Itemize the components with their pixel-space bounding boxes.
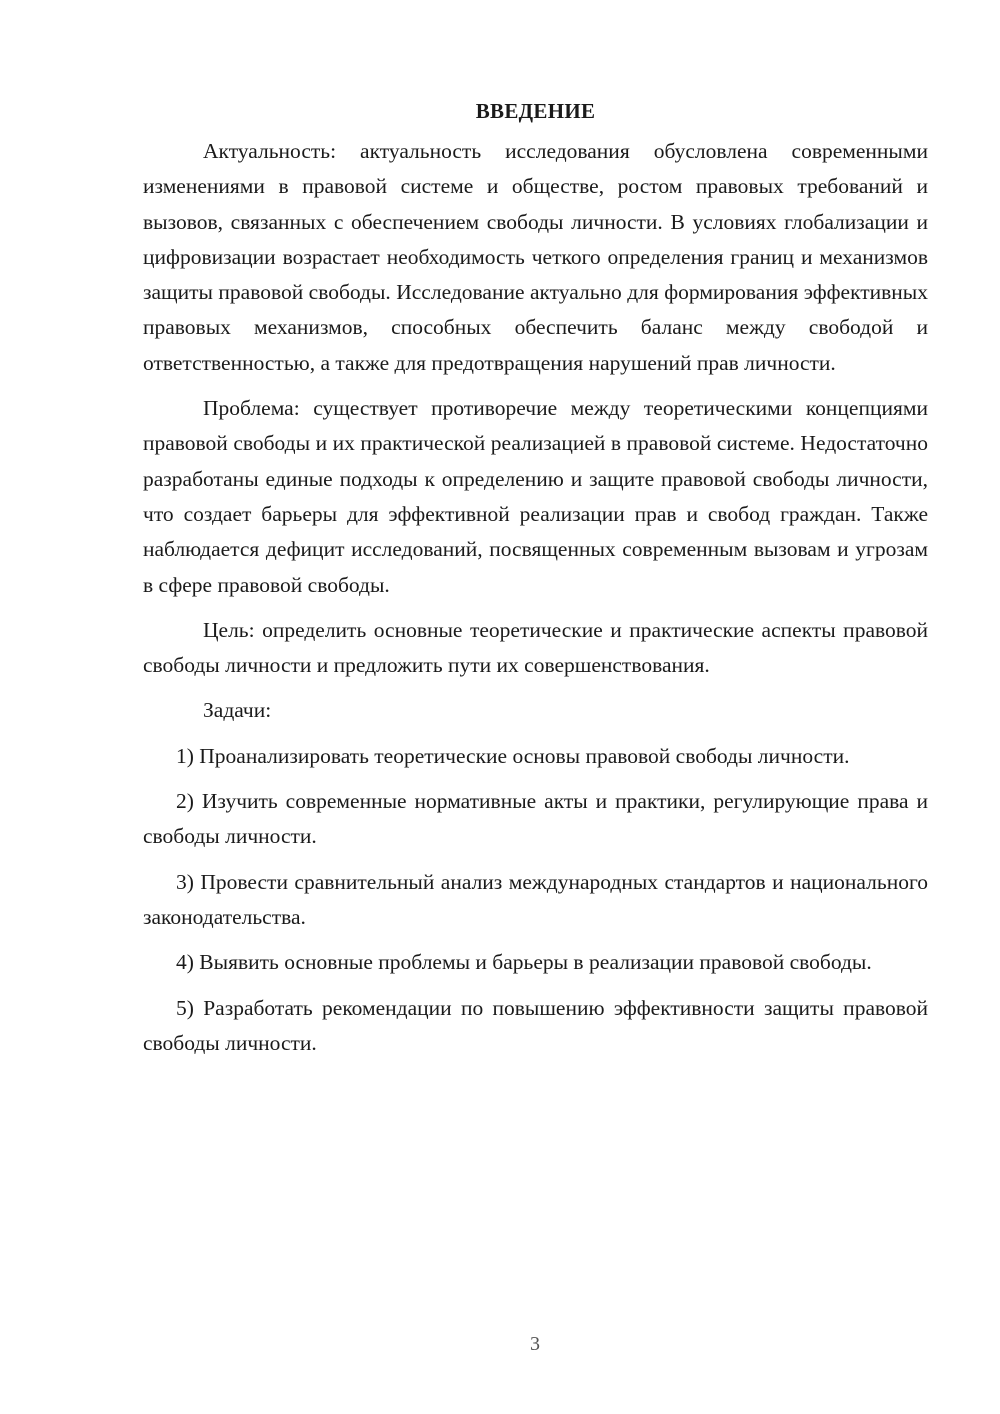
task-item-3: 3) Провести сравнительный анализ международных стандартов и национального законодательства.	[143, 869, 928, 929]
document-page	[143, 96, 928, 1071]
task-item-5: 5) Разработать рекомендации по повышению эффективности защиты правовой свободы личности.	[143, 995, 928, 1055]
paragraph-goal: Цель: определить основные теоретические и практические аспекты правовой свободы личности и предложить пути их совершенствования.	[143, 617, 928, 678]
task-item-1: 1) Проанализировать теоретические основы правовой свободы личности.	[176, 743, 850, 768]
task-item-2: 2) Изучить современные нормативные акты и практики, регулирующие права и свободы личности.	[143, 789, 928, 849]
paragraph-tasks-heading: Задачи:	[203, 698, 272, 723]
page-number: 3	[530, 1333, 540, 1355]
paragraph-problem: Проблема: существует противоречие между теоретическими концепциями правовой свободы и их практической реализацией в правовой системе. Недостаточно разработаны единые подходы к определению и защите правовой свободы личности, что создает барьеры для эффективной реализации прав и свобод граждан. Также наблюдается дефицит исследований, посвященных современным вызовам и угрозам в сфере правовой свободы.	[143, 396, 928, 597]
section-title: ВВЕДЕНИЕ	[475, 99, 596, 123]
paragraph-relevance: Актуальность: актуальность исследования обусловлена современными изменениями в правовой системе и обществе, ростом правовых требований и вызовов, связанных с обеспечением свободы личности. В условиях глобализации и цифровизации возрастает необходимость четкого определения границ и механизмов защиты правовой свободы. Исследование актуально для формирования эффективных правовых механизмов, способных обеспечить баланс между свободой и ответственностью, а также для предотвращения нарушений прав личности.	[143, 139, 928, 375]
task-item-4: 4) Выявить основные проблемы и барьеры в реализации правовой свободы.	[176, 950, 872, 975]
